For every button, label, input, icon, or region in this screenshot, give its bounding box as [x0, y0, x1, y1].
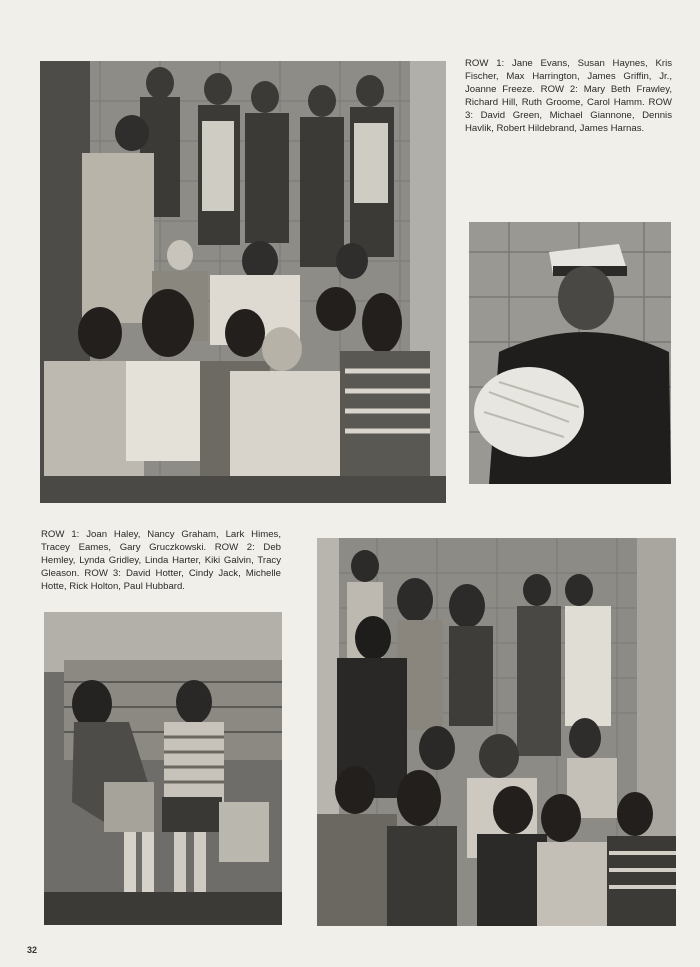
page-number: 32: [27, 945, 38, 955]
group-photo-stairs-bottom: [317, 538, 676, 926]
band-member-photo-image: [469, 222, 671, 484]
caption-top-right: ROW 1: Jane Evans, Susan Haynes, Kris Fischer, Max Harrington, James Griffin, Jr., Joanne Freeze. ROW 2: Mary Beth Frawley, Richard Hill, Ruth Groome, Carol Hamm. ROW 3: David Green, Michael Giannone, Dennis Havlik, Robert Hildebrand, James Harnas.: [465, 58, 672, 134]
group-photo-stairs-bottom-image: [317, 538, 676, 926]
library-candid-photo-image: [44, 612, 282, 925]
group-photo-stairs-top: [40, 61, 446, 503]
band-member-photo: [469, 222, 671, 484]
library-candid-photo: [44, 612, 282, 925]
caption-middle-left: ROW 1: Joan Haley, Nancy Graham, Lark Himes, Tracey Eames, Gary Gruczkowski. ROW 2: Deb Hemley, Lynda Gridley, Linda Harter, Kiki Galvin, Tracy Gleason. ROW 3: David Hotter, Cindy Jack, Michelle Hotte, Rick Holton, Paul Hubbard.: [41, 529, 281, 592]
group-photo-stairs-top-image: [40, 61, 446, 503]
